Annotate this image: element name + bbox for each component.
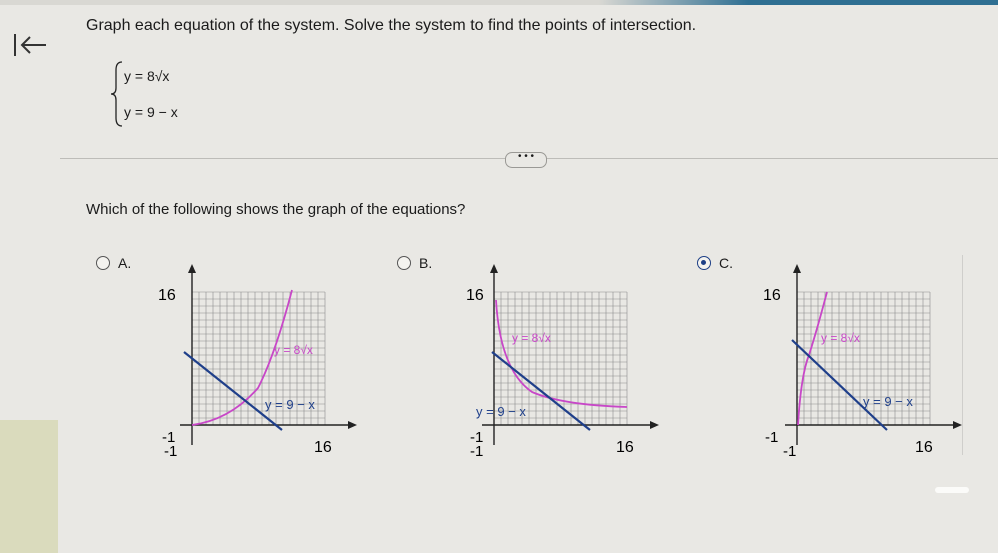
graph-c-y-arrow-icon bbox=[793, 264, 801, 273]
graph-b-x-arrow-icon bbox=[650, 421, 659, 429]
option-b[interactable] bbox=[397, 253, 432, 273]
graph-b-curve-label: y = 8√x bbox=[512, 331, 551, 345]
graph-a-y-top: 16 bbox=[158, 287, 176, 304]
graph-b-y-top: 16 bbox=[466, 287, 484, 304]
option-a-label: A. bbox=[118, 255, 132, 271]
graph-b-line-label: y = 9 − x bbox=[476, 404, 526, 419]
graph-a-y-bottom: -1 bbox=[162, 429, 176, 446]
graph-b-x-right: 16 bbox=[616, 439, 634, 456]
right-panel-edge bbox=[962, 255, 998, 455]
graph-c-x-arrow-icon bbox=[953, 421, 962, 429]
graph-c-line-label: y = 9 − x bbox=[863, 394, 913, 409]
option-a[interactable] bbox=[96, 253, 131, 273]
equation-1: y = 8√x bbox=[124, 68, 170, 84]
graph-c-curve-label: y = 8√x bbox=[821, 331, 860, 345]
option-c-radio[interactable] bbox=[697, 256, 711, 270]
instructions-text: Graph each equation of the system. Solve the system to find the points of intersection. bbox=[86, 17, 697, 34]
graph-a-x-right: 16 bbox=[314, 439, 332, 456]
graph-b-x-left: -1 bbox=[470, 443, 484, 460]
option-b-label: B. bbox=[419, 255, 433, 271]
graph-b bbox=[452, 260, 667, 465]
graph-c-x-left: -1 bbox=[783, 443, 797, 460]
graph-b-y-arrow-icon bbox=[490, 264, 498, 273]
graph-a bbox=[150, 260, 365, 465]
scroll-indicator[interactable] bbox=[935, 487, 969, 493]
option-c-label: C. bbox=[719, 255, 733, 271]
graph-c-y-top: 16 bbox=[763, 287, 781, 304]
graph-a-x-arrow-icon bbox=[348, 421, 357, 429]
question-text: Which of the following shows the graph of the equations? bbox=[86, 201, 466, 218]
graph-c-y-bottom: -1 bbox=[765, 429, 779, 446]
option-b-radio[interactable] bbox=[397, 256, 411, 270]
equation-system bbox=[110, 58, 230, 130]
more-button[interactable]: • • • bbox=[505, 152, 547, 168]
option-c[interactable] bbox=[697, 253, 733, 273]
system-brace-icon bbox=[110, 58, 124, 130]
graph-a-curve-label: y = 8√x bbox=[274, 343, 313, 357]
top-accent-bar bbox=[0, 0, 998, 5]
graph-b-y-bottom: -1 bbox=[470, 429, 484, 446]
graph-c-x-right: 16 bbox=[915, 439, 933, 456]
back-arrow-icon[interactable] bbox=[12, 30, 48, 60]
graph-b-curve bbox=[496, 300, 627, 407]
left-panel-edge bbox=[0, 420, 58, 553]
graph-a-x-left: -1 bbox=[164, 443, 178, 460]
graph-a-y-arrow-icon bbox=[188, 264, 196, 273]
equation-2: y = 9 − x bbox=[124, 104, 178, 120]
option-a-radio[interactable] bbox=[96, 256, 110, 270]
graph-c bbox=[755, 260, 970, 465]
graph-a-line-label: y = 9 − x bbox=[265, 397, 315, 412]
graph-c-line bbox=[792, 340, 887, 430]
